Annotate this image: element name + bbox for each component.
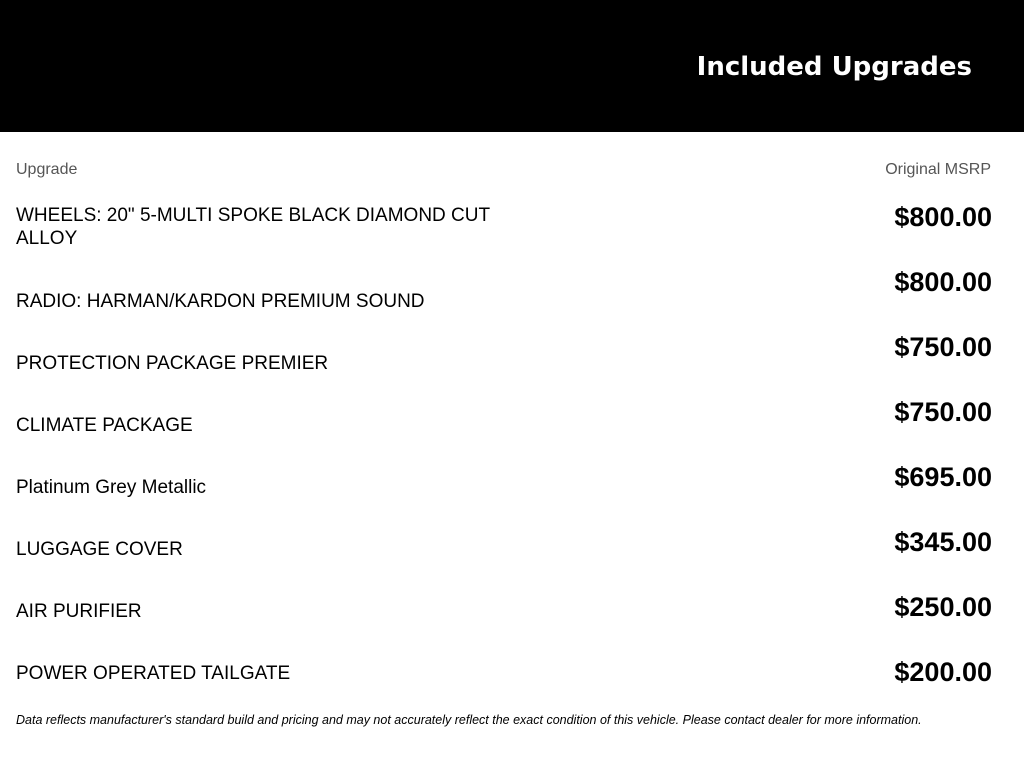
upgrade-price: $800.00 (894, 267, 992, 297)
upgrade-price: $200.00 (894, 657, 992, 687)
column-header-msrp: Original MSRP (885, 161, 991, 178)
upgrade-price: $250.00 (894, 592, 992, 622)
upgrade-price: $750.00 (894, 332, 992, 362)
disclaimer-note: Data reflects manufacturer's standard build and pricing and may not accurately reflect the exact condition of this vehicle. Please contact dealer for more information. (16, 713, 922, 727)
upgrade-name: WHEELS: 20" 5-MULTI SPOKE BLACK DIAMOND CUT ALLOY (16, 205, 490, 249)
upgrade-name: Platinum Grey Metallic (16, 477, 207, 498)
upgrade-name: PROTECTION PACKAGE PREMIER (16, 353, 329, 374)
upgrade-name: POWER OPERATED TAILGATE (16, 663, 291, 684)
upgrade-name: RADIO: HARMAN/KARDON PREMIUM SOUND (16, 291, 425, 312)
page-title: Included Upgrades (696, 52, 972, 82)
upgrade-price: $800.00 (894, 202, 992, 232)
upgrade-price: $345.00 (894, 527, 992, 557)
upgrade-name: AIR PURIFIER (16, 601, 142, 622)
upgrade-name: CLIMATE PACKAGE (16, 415, 193, 436)
upgrade-price: $750.00 (894, 397, 992, 427)
column-header-upgrade: Upgrade (16, 161, 78, 178)
upgrade-price: $695.00 (894, 462, 992, 492)
upgrade-name: LUGGAGE COVER (16, 539, 183, 560)
